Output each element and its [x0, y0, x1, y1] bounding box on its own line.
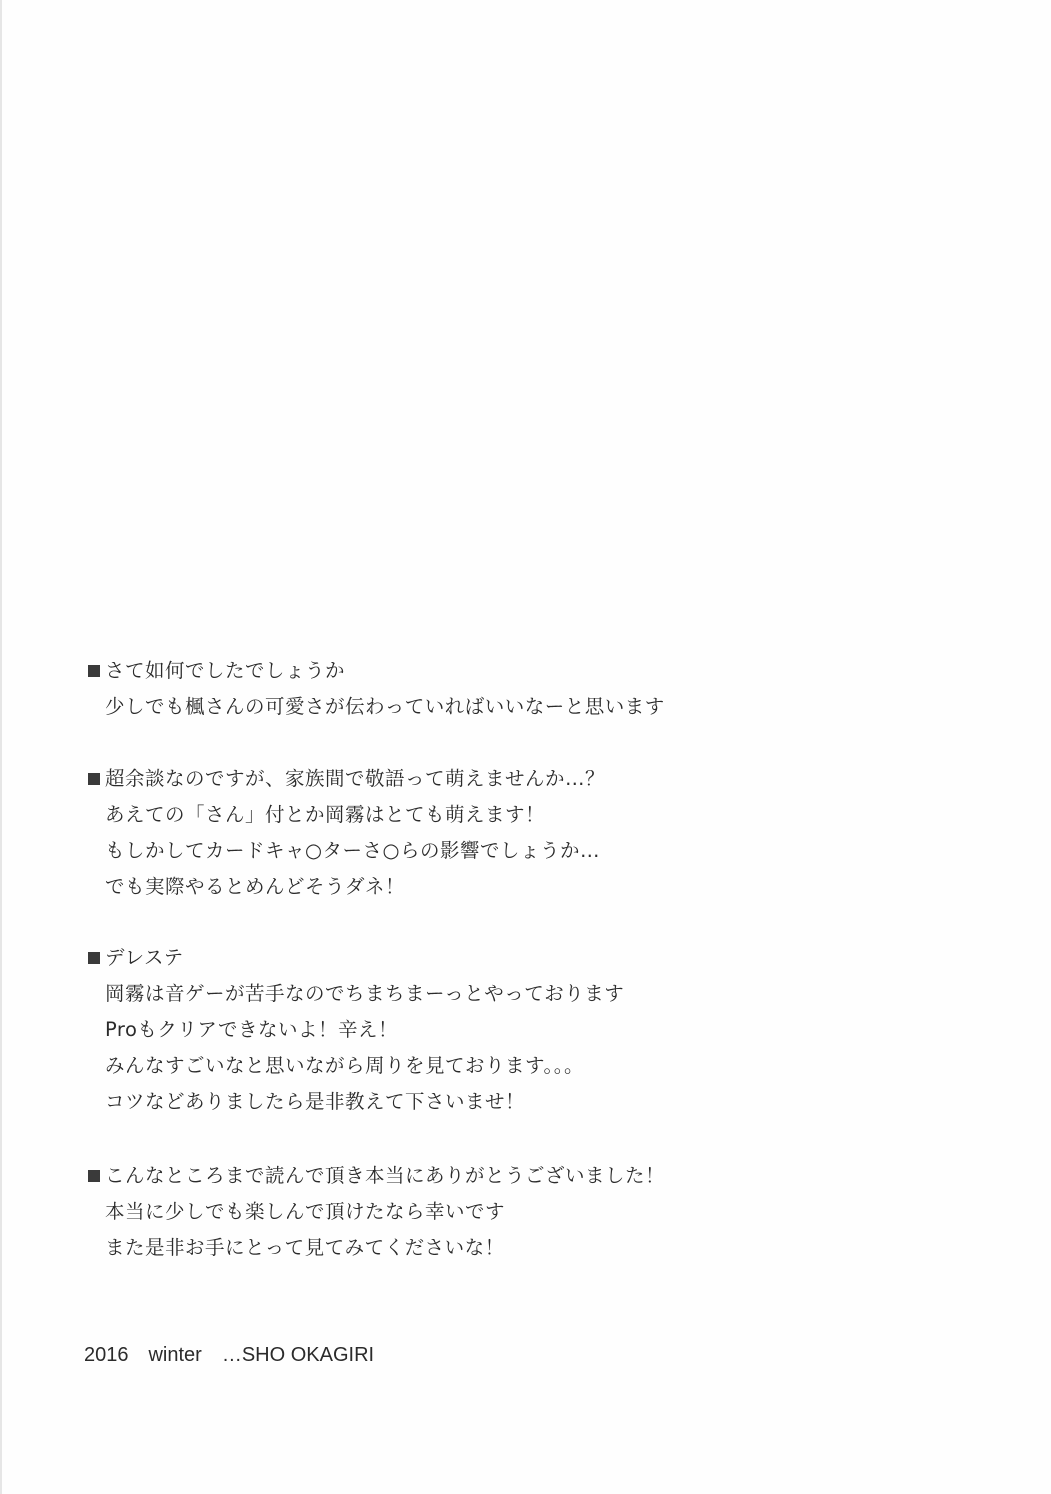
section-digression [88, 761, 988, 905]
section-heading [88, 1158, 988, 1194]
section-heading [88, 653, 988, 689]
section-how-was-it [88, 653, 988, 725]
square-bullet-icon [88, 773, 100, 785]
section-line: Proもクリアできないよ！辛え！ [105, 1018, 399, 1041]
section-heading-text: デレステ [105, 946, 184, 969]
section-line: 少しでも楓さんの可愛さが伝わっていればいいなーと思います [105, 695, 665, 718]
square-bullet-icon [88, 665, 100, 677]
section-deresute [88, 940, 988, 1120]
square-bullet-icon [88, 1170, 100, 1182]
square-bullet-icon [88, 952, 100, 964]
section-line: 本当に少しでも楽しんで頂けたなら幸いです [105, 1200, 506, 1223]
section-heading-text: こんなところまで読んで頂き本当にありがとうございました！ [105, 1164, 666, 1187]
section-line: でも実際やるとめんどそうダネ！ [105, 875, 406, 898]
section-line: もしかしてカードキャ○ターさ○らの影響でしょうか… [105, 839, 601, 862]
section-heading-text: 超余談なのですが、家族間で敬語って萌えませんか…？ [105, 767, 606, 790]
section-heading [88, 940, 988, 976]
author-signature: 2016 winter …SHO OKAGIRI [84, 1344, 375, 1366]
section-thanks [88, 1158, 988, 1266]
section-line: 岡霧は音ゲーが苦手なのでちまちまーっとやっております [105, 982, 625, 1005]
section-heading-text: さて如何でしたでしょうか [105, 659, 346, 682]
section-line: あえての「さん」付とか岡霧はとても萌えます！ [105, 803, 546, 826]
section-line: みんなすごいなと思いながら周りを見ております。。。 [105, 1054, 584, 1077]
section-line: コツなどありましたら是非教えて下さいませ！ [105, 1090, 526, 1113]
section-line: また是非お手にとって見てみてくださいな！ [105, 1236, 505, 1259]
section-heading [88, 761, 988, 797]
page-edge [0, 0, 2, 1494]
